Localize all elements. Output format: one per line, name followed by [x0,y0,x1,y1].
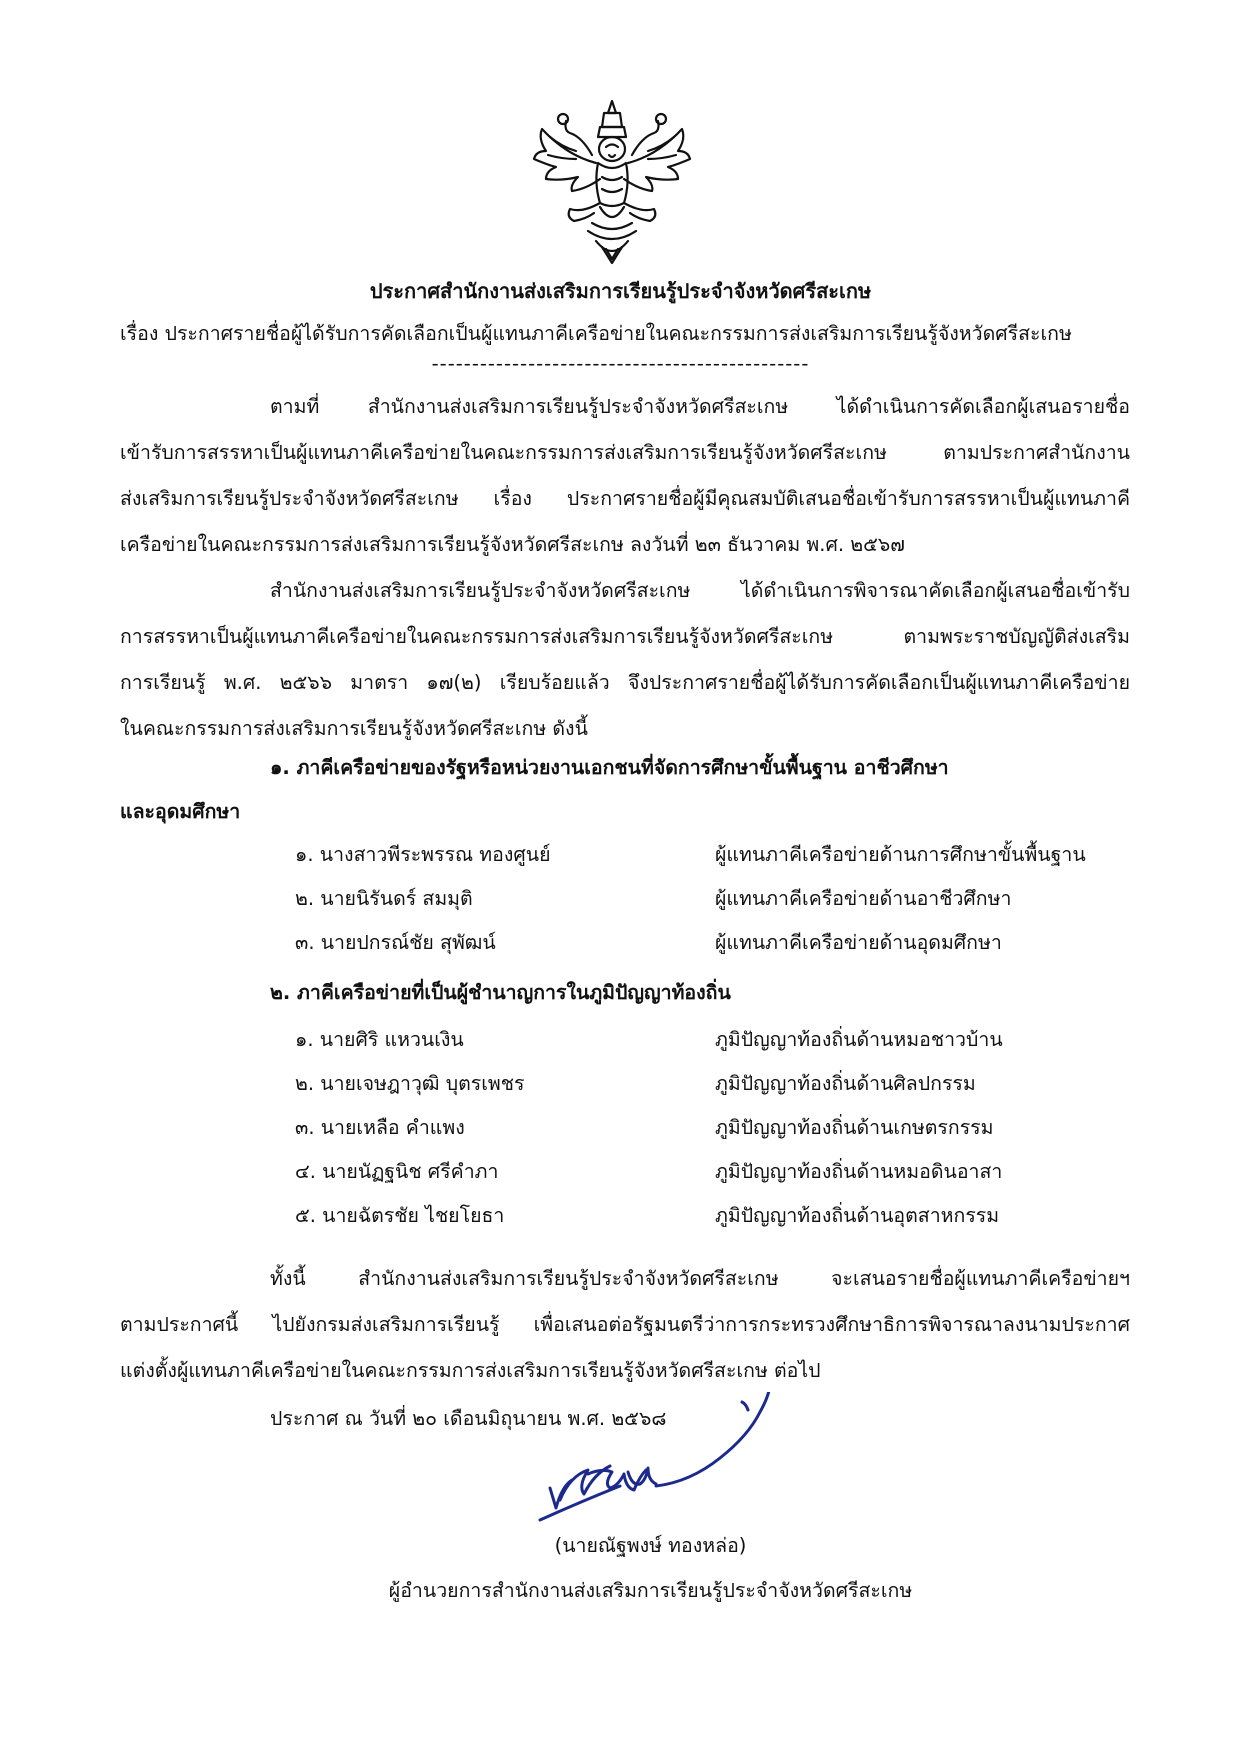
section-1-heading: ๑. ภาคีเครือข่ายของรัฐหรือหน่วยงานเอกชนที่จัดการศึกษาขั้นพื้นฐาน อาชีวศึกษา [270,756,949,779]
member-role: ภูมิปัญญาท้องถิ่นด้านอุตสาหกรรม [715,1204,1000,1227]
member-name: ๒. นายนิรันดร์ สมมุติ [295,887,473,910]
member-name: ๑. นางสาวพีระพรรณ ทองศูนย์ [295,843,551,866]
list-item [295,879,1115,919]
list-item [295,923,1115,963]
list-item [295,1020,1115,1060]
signature-icon [530,1392,830,1532]
title-divider: ----------------------------------------------- [431,352,810,375]
paragraph-line: เข้ารับการสรรหาเป็นผู้แทนภาคีเครือข่ายในคณะกรรมการส่งเสริมการเรียนรู้จังหวัดศรีสะเกษ ตามประกาศสำนักงาน [120,441,1130,464]
paragraph-line: เครือข่ายในคณะกรรมการส่งเสริมการเรียนรู้จังหวัดศรีสะเกษ ลงวันที่ ๒๓ ธันวาคม พ.ศ. ๒๕๖๗ [120,533,905,556]
member-name: ๓. นายปกรณ์ชัย สุพัฒน์ [295,931,496,954]
section-2-heading: ๒. ภาคีเครือข่ายที่เป็นผู้ชำนาญการในภูมิปัญญาท้องถิ่น [270,981,731,1004]
member-role: ภูมิปัญญาท้องถิ่นด้านศิลปกรรม [715,1072,976,1095]
list-item [295,835,1115,875]
paragraph-line: ตามที่ สำนักงานส่งเสริมการเรียนรู้ประจำจังหวัดศรีสะเกษ ได้ดำเนินการคัดเลือกผู้เสนอรายชื่อ [270,395,1130,418]
announcement-subject: เรื่อง ประกาศรายชื่อผู้ได้รับการคัดเลือกเป็นผู้แทนภาคีเครือข่ายในคณะกรรมการส่งเสริมการเรียนรู้จังหวัดศรีสะเกษ [120,322,1072,345]
list-item [295,1152,1115,1192]
signer-name: (นายณัฐพงษ์ ทองหล่อ) [554,1534,747,1557]
list-item [295,1196,1115,1236]
list-item [295,1108,1115,1148]
paragraph-line: ทั้งนี้ สำนักงานส่งเสริมการเรียนรู้ประจำจังหวัดศรีสะเกษ จะเสนอรายชื่อผู้แทนภาคีเครือข่ายฯ [270,1267,1130,1290]
paragraph-1 [120,384,1130,568]
paragraph-3 [120,1256,1130,1394]
member-name: ๒. นายเจษฎาวุฒิ บุตรเพชร [295,1072,525,1095]
member-name: ๓. นายเหลือ คำแพง [295,1116,465,1139]
list-item [295,1064,1115,1104]
member-name: ๑. นายศิริ แหวนเงิน [295,1028,464,1051]
paragraph-line: แต่งตั้งผู้แทนภาคีเครือข่ายในคณะกรรมการส่งเสริมการเรียนรู้จังหวัดศรีสะเกษ ต่อไป [120,1359,821,1382]
paragraph-line: การเรียนรู้ พ.ศ. ๒๕๖๖ มาตรา ๑๗(๒) เรียบร้อยแล้ว จึงประกาศรายชื่อผู้ได้รับการคัดเลือกเป็นผู้แทนภาคีเครือข่าย [120,671,1130,694]
member-role: ภูมิปัญญาท้องถิ่นด้านหมอชาวบ้าน [715,1028,1003,1051]
section-1-heading-cont: และอุดมศึกษา [120,800,241,823]
paragraph-line: การสรรหาเป็นผู้แทนภาคีเครือข่ายในคณะกรรมการส่งเสริมการเรียนรู้จังหวัดศรีสะเกษ ตามพระราชบัญญัติส่งเสริม [120,625,1130,648]
member-role: ผู้แทนภาคีเครือข่ายด้านการศึกษาขั้นพื้นฐาน [715,843,1086,866]
signer-position: ผู้อำนวยการสำนักงานส่งเสริมการเรียนรู้ประจำจังหวัดศรีสะเกษ [388,1579,913,1602]
member-name: ๔. นายนัฏฐนิช ศรีคำภา [295,1160,499,1183]
member-role: ภูมิปัญญาท้องถิ่นด้านหมอดินอาสา [715,1160,1003,1183]
announce-date: ประกาศ ณ วันที่ ๒๐ เดือนมิถุนายน พ.ศ. ๒๕๖๘ [270,1407,667,1430]
paragraph-line: ในคณะกรรมการส่งเสริมการเรียนรู้จังหวัดศรีสะเกษ ดังนี้ [120,717,588,740]
paragraph-line: สำนักงานส่งเสริมการเรียนรู้ประจำจังหวัดศรีสะเกษ ได้ดำเนินการพิจารณาคัดเลือกผู้เสนอชื่อเข้ารับ [270,579,1130,602]
member-role: ผู้แทนภาคีเครือข่ายด้านอุดมศึกษา [715,931,1002,954]
announcement-title: ประกาศสำนักงานส่งเสริมการเรียนรู้ประจำจังหวัดศรีสะเกษ [369,279,872,303]
member-name: ๕. นายฉัตรชัย ไชยโยธา [295,1204,505,1227]
member-role: ผู้แทนภาคีเครือข่ายด้านอาชีวศึกษา [715,887,1012,910]
paragraph-line: ตามประกาศนี้ ไปยังกรมส่งเสริมการเรียนรู้ เพื่อเสนอต่อรัฐมนตรีว่าการกระทรวงศึกษาธิการพิจารณาลงนามประกาศ [120,1313,1130,1336]
member-role: ภูมิปัญญาท้องถิ่นด้านเกษตรกรรม [715,1116,994,1139]
paragraph-line: ส่งเสริมการเรียนรู้ประจำจังหวัดศรีสะเกษ เรื่อง ประกาศรายชื่อผู้มีคุณสมบัติเสนอชื่อเข้ารับการสรรหาเป็นผู้แทนภาคี [120,487,1130,510]
garuda-emblem-icon [530,97,694,267]
paragraph-2 [120,568,1130,752]
